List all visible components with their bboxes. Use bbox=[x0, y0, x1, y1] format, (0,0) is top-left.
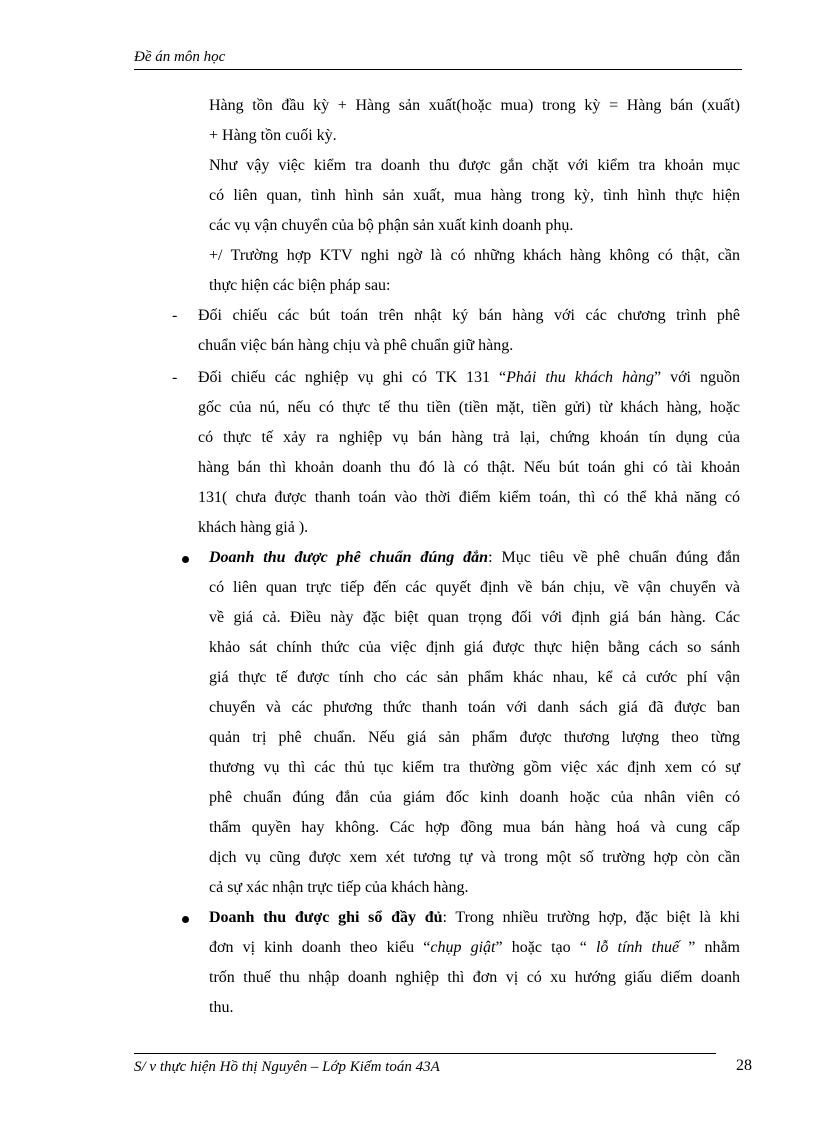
bullet-line: có liên quan trực tiếp đến các quyết định về bán chịu, về vận chuyển và bbox=[209, 579, 740, 596]
list-item-line: gốc của nú, nếu có thực tế thu tiền (tiền mặt, tiền gửi) từ khách hàng, hoặc bbox=[198, 399, 740, 416]
text-span: : Mục tiêu về phê chuẩn đúng đắn bbox=[488, 549, 741, 566]
list-item-line bbox=[198, 368, 740, 388]
bullet-line: khảo sát chính thức của việc định giá được thực hiện bằng cách so sánh bbox=[209, 639, 740, 656]
bullet-line bbox=[209, 548, 740, 568]
bullet-line: dịch vụ cũng được xem xét tương tự và trong một số trường hợp còn cần bbox=[209, 849, 740, 866]
text-span: đơn vị kinh doanh theo kiểu “ bbox=[209, 939, 431, 956]
bullet-line: thu. bbox=[209, 999, 234, 1016]
paragraph-line: thực hiện các biện pháp sau: bbox=[209, 277, 391, 294]
bullet-icon bbox=[182, 556, 189, 563]
bullet-line bbox=[209, 938, 740, 958]
list-item-line: Đối chiếu các bút toán trên nhật ký bán hàng với các chương trình phê bbox=[198, 307, 740, 324]
list-item-line: hàng bán thì khoản doanh thu đó là có thật. Nếu bút toán ghi có tài khoản bbox=[198, 459, 740, 476]
bullet-line: về giá cả. Điều này đặc biệt quan trọng đối với định giá bán hàng. Các bbox=[209, 609, 740, 626]
list-item-line: khách hàng giả ). bbox=[198, 519, 309, 536]
bullet-line: quản trị phê chuẩn. Nếu giá sản phẩm được thương lượng theo từng bbox=[209, 729, 740, 746]
paragraph-line: có liên quan, tình hình sản xuất, mua hàng trong kỳ, tình hình thực hiện bbox=[209, 187, 740, 204]
dash-marker: - bbox=[172, 369, 178, 386]
paragraph-line: +/ Trường hợp KTV nghi ngờ là có những khách hàng không có thật, cần bbox=[209, 247, 740, 264]
bullet-line: phê chuẩn đúng đắn của giám đốc kinh doanh hoặc của nhân viên có bbox=[209, 789, 740, 806]
footer-author: S/ v thực hiện Hồ thị Nguyên – Lớp Kiểm toán 43A bbox=[134, 1059, 440, 1075]
list-item-line: 131( chưa được thanh toán vào thời điểm kiểm toán, thì có thể khả năng có bbox=[198, 489, 740, 506]
paragraph-line: Hàng tồn đầu kỳ + Hàng sản xuất(hoặc mua) trong kỳ = Hàng bán (xuất) bbox=[209, 97, 740, 114]
list-item-line: chuẩn việc bán hàng chịu và phê chuẩn giữ hàng. bbox=[198, 337, 514, 354]
bullet-line: trốn thuế thu nhập doanh nghiệp thì đơn vị có xu hướng giấu diếm doanh bbox=[209, 969, 740, 986]
bullet-title: Doanh thu được phê chuẩn đúng đắn bbox=[209, 549, 489, 566]
paragraph-line: các vụ vận chuyển của bộ phận sản xuất kinh doanh phụ. bbox=[209, 217, 574, 234]
italic-term: lỗ tính thuế bbox=[595, 939, 680, 956]
bullet-line: thẩm quyền hay không. Các hợp đồng mua bán hàng hoá và cung cấp bbox=[209, 819, 740, 836]
bullet-line: cả sự xác nhận trực tiếp của khách hàng. bbox=[209, 879, 469, 896]
italic-term: Phải thu khách hàng bbox=[506, 369, 654, 386]
footer-rule bbox=[134, 1053, 716, 1054]
list-item-line: có thực tế xảy ra nghiệp vụ bán hàng trả lại, chứng khoán tín dụng của bbox=[198, 429, 740, 446]
page-header: Đề án môn học bbox=[134, 49, 226, 65]
bullet-line: chuyển và các phương thức thanh toán với danh sách giá đã được ban bbox=[209, 699, 740, 716]
bullet-line bbox=[209, 908, 740, 928]
text-span: ” với nguồn bbox=[654, 369, 740, 386]
header-rule bbox=[134, 69, 742, 70]
paragraph-line: + Hàng tồn cuối kỳ. bbox=[209, 127, 337, 144]
text-span: : Trong nhiều trường hợp, đặc biệt là khi bbox=[442, 909, 741, 926]
bullet-icon bbox=[182, 916, 189, 923]
page-number: 28 bbox=[736, 1057, 752, 1074]
text-span: ” nhằm bbox=[679, 939, 741, 956]
text-span: ” hoặc tạo “ bbox=[495, 939, 596, 956]
dash-marker: - bbox=[172, 307, 178, 324]
paragraph-line: Như vậy việc kiểm tra doanh thu được gắn chặt với kiểm tra khoản mục bbox=[209, 157, 740, 174]
text-span: Đối chiếu các nghiệp vụ ghi có TK 131 “ bbox=[198, 369, 507, 386]
bullet-line: thương vụ thì các thủ tục kiểm tra thường gồm việc xác định xem có sự bbox=[209, 759, 740, 776]
italic-term: chụp giật bbox=[430, 939, 496, 956]
bullet-title: Doanh thu được ghi sổ đầy đủ bbox=[209, 909, 443, 926]
bullet-line: giá thực tế được tính cho các sản phẩm khác nhau, kể cả cước phí vận bbox=[209, 669, 740, 686]
